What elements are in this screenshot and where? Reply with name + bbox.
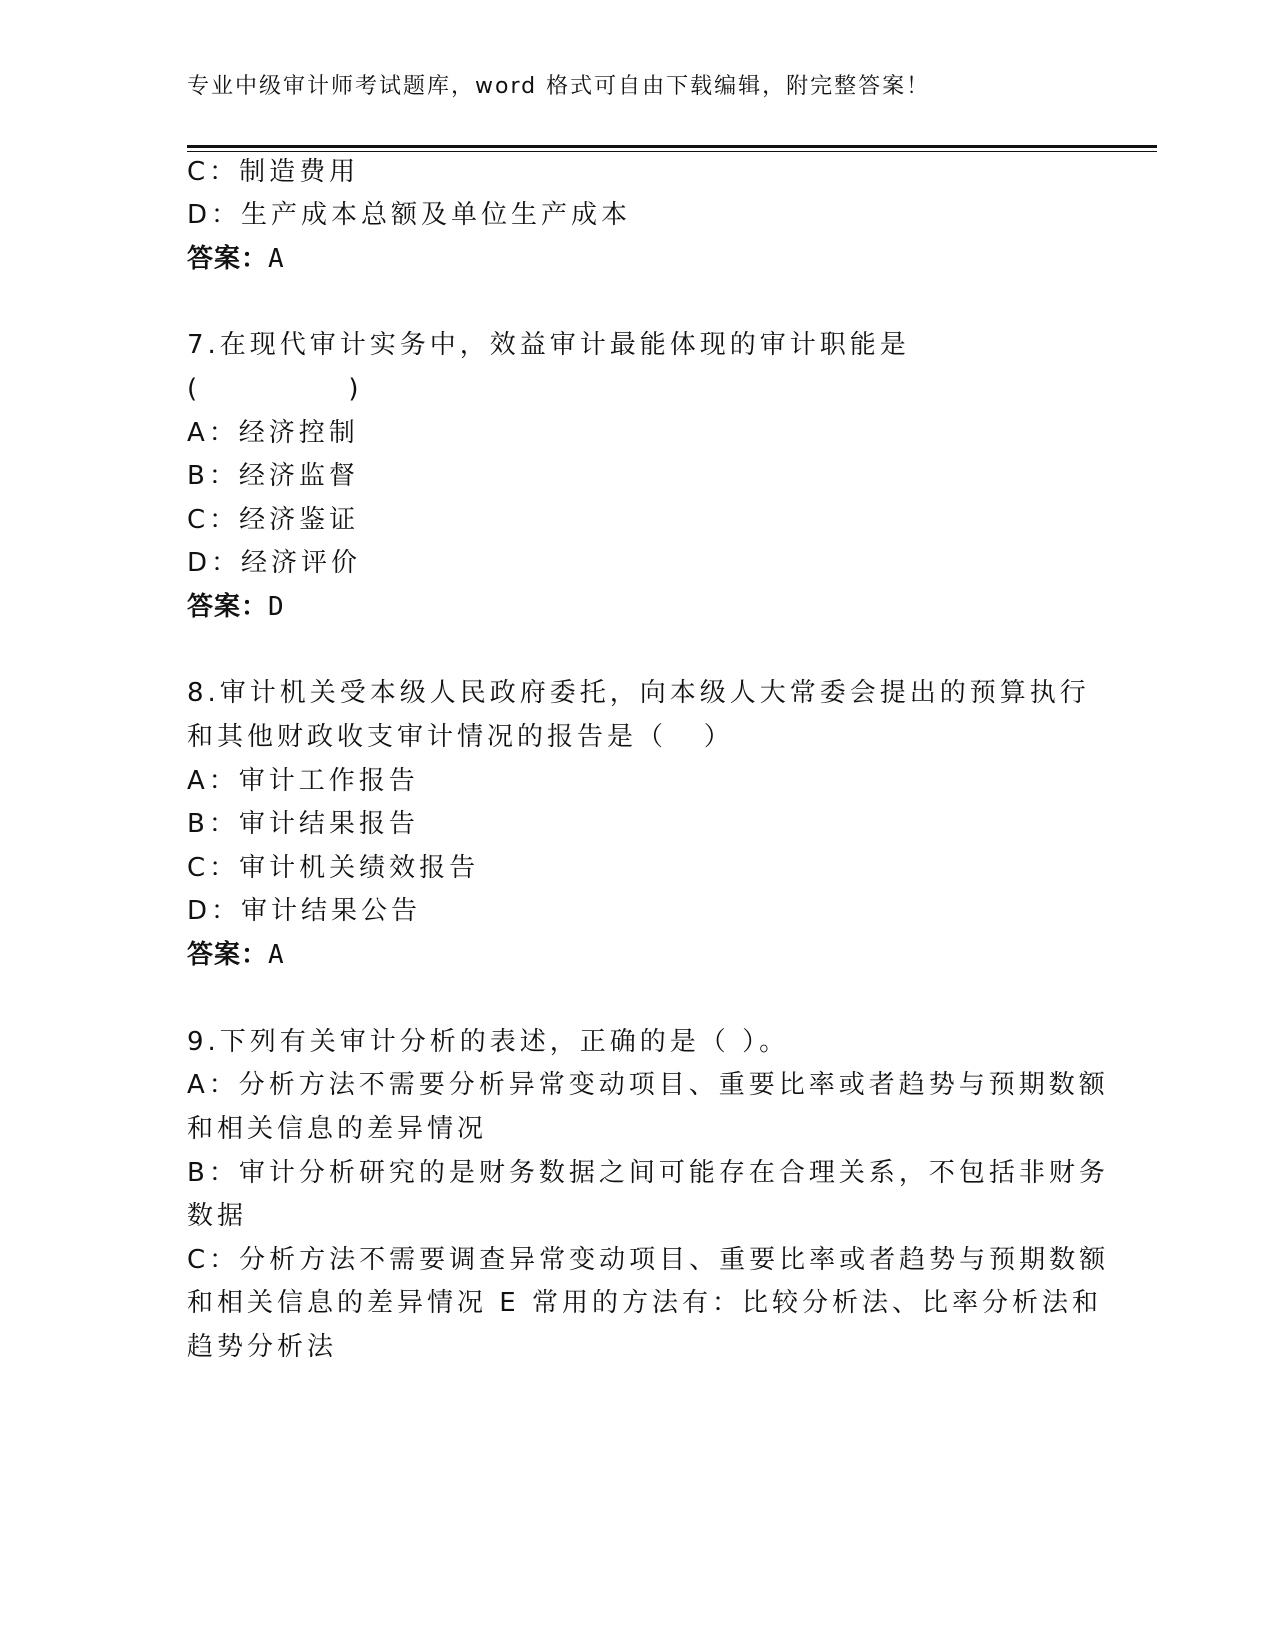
- q7-option-b: B：经济监督: [187, 461, 359, 491]
- q8-answer: [187, 940, 285, 971]
- q7-option-c: C：经济鉴证: [187, 505, 360, 535]
- answer-value: A: [268, 940, 285, 970]
- q8-stem-line2: 和其他财政收支审计情况的报告是（ ）: [187, 722, 734, 752]
- q9-option-c-line1: C：分析方法不需要调查异常变动项目、重要比率或者趋势与预期数额: [187, 1245, 1110, 1275]
- q8-option-d: D：审计结果公告: [187, 896, 422, 926]
- q9-option-b-line1: B：审计分析研究的是财务数据之间可能存在合理关系，不包括非财务: [187, 1158, 1109, 1188]
- q8-option-c: C：审计机关绩效报告: [187, 853, 480, 883]
- page-header: 专业中级审计师考试题库，word 格式可自由下载编辑，附完整答案！: [187, 74, 931, 99]
- q9-option-c-line3: 趋势分析法: [187, 1332, 338, 1362]
- q9-option-b-line2: 数据: [187, 1201, 248, 1231]
- q8-option-b: B：审计结果报告: [187, 809, 419, 839]
- q8-stem-line1: 8.审计机关受本级人民政府委托，向本级人大常委会提出的预算执行: [187, 678, 1090, 708]
- q9-option-c-line2: 和相关信息的差异情况 E 常用的方法有：比较分析法、比率分析法和: [187, 1288, 1102, 1318]
- q7-stem: 7.在现代审计实务中，效益审计最能体现的审计职能是: [187, 330, 910, 360]
- header-rule-thick: [187, 145, 1157, 148]
- q9-option-a-line2: 和相关信息的差异情况: [187, 1114, 488, 1144]
- answer-label: 答案：: [187, 592, 269, 622]
- q6-option-c: C：制造费用: [187, 157, 360, 187]
- answer-value: A: [268, 244, 285, 274]
- q7-answer: [187, 592, 285, 623]
- answer-label: 答案：: [187, 244, 269, 274]
- answer-value: D: [268, 592, 285, 622]
- q8-option-a: A：审计工作报告: [187, 766, 419, 796]
- q7-option-a: A：经济控制: [187, 418, 359, 448]
- q6-answer: [187, 244, 285, 275]
- q9-stem: 9.下列有关审计分析的表述，正确的是（ ）。: [187, 1027, 790, 1057]
- q7-option-d: D：经济评价: [187, 548, 362, 578]
- q6-option-d: D：生产成本总额及单位生产成本: [187, 200, 632, 230]
- answer-label: 答案：: [187, 940, 269, 970]
- header-rule-thin: [187, 151, 1157, 152]
- q9-option-a-line1: A：分析方法不需要分析异常变动项目、重要比率或者趋势与预期数额: [187, 1070, 1109, 1100]
- q7-blank-paren: ( ): [187, 374, 363, 404]
